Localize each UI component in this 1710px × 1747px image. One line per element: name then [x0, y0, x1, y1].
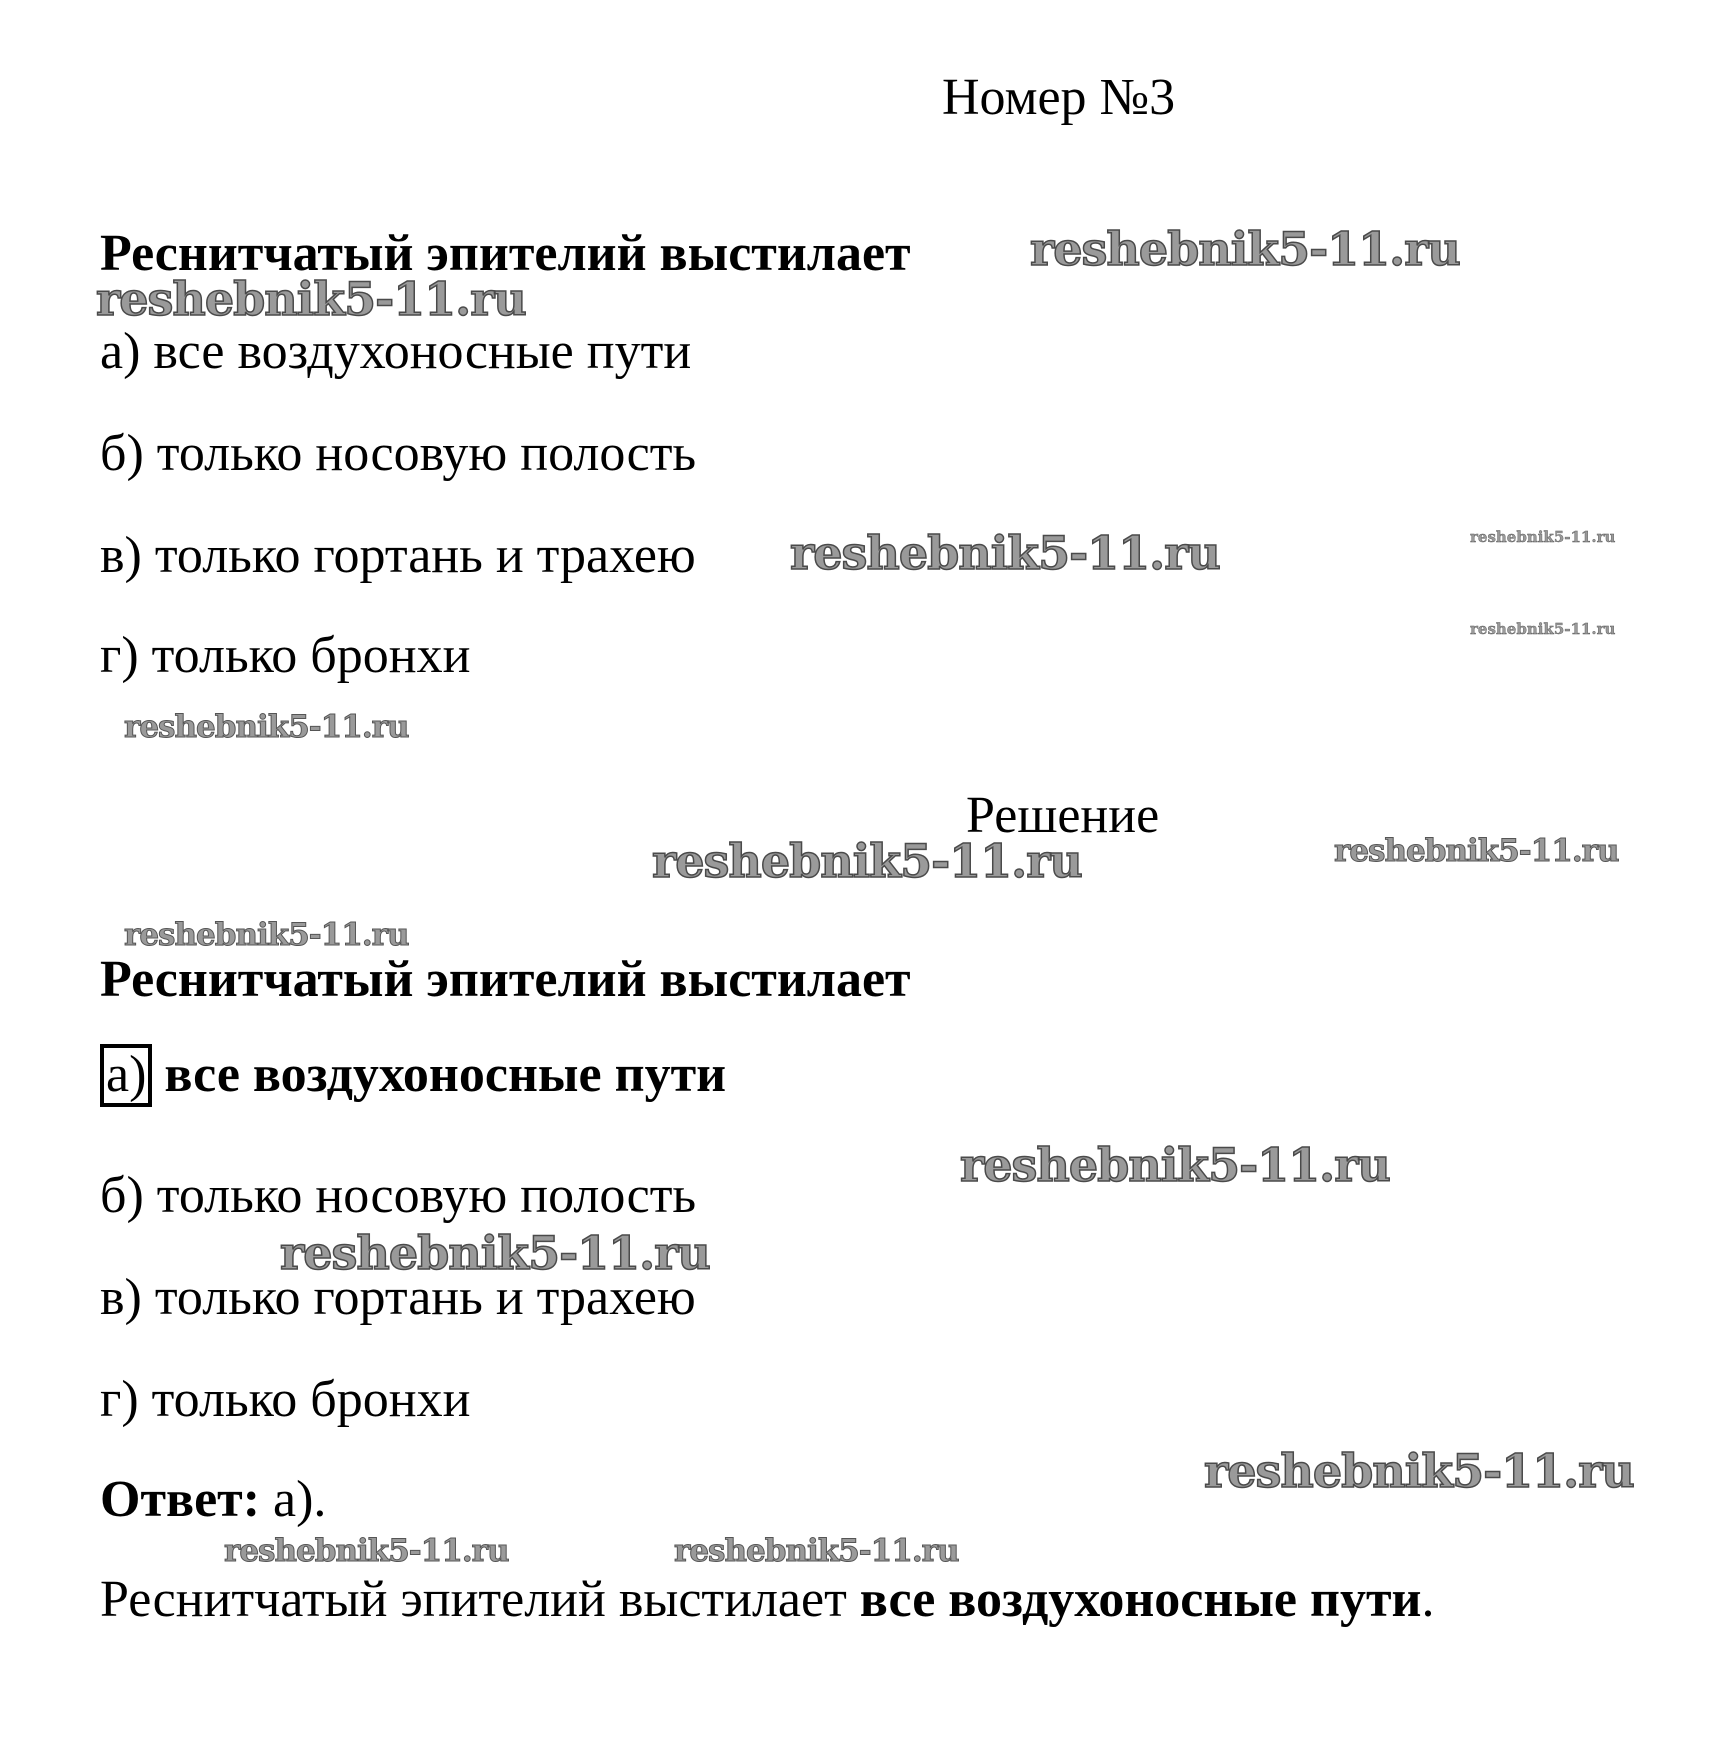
explanation-line	[100, 1571, 1435, 1628]
explanation-plain: Реснитчатый эпителий выстилает	[100, 1571, 847, 1628]
explanation-end: .	[1421, 1571, 1435, 1628]
watermark: reshebnik5-11.ru	[280, 1226, 710, 1280]
selected-answer-box: а)	[100, 1044, 152, 1107]
watermark: reshebnik5-11.ru	[1030, 222, 1460, 276]
watermark: reshebnik5-11.ru	[652, 834, 1082, 888]
answer-label: Ответ:	[100, 1471, 261, 1528]
watermark: reshebnik5-11.ru	[124, 917, 409, 953]
answer-line	[100, 1471, 327, 1528]
watermark: reshebnik5-11.ru	[1470, 528, 1616, 546]
selected-option-text: все воздухоносные пути	[164, 1046, 727, 1103]
watermark: reshebnik5-11.ru	[1204, 1444, 1634, 1498]
solution-title: Решение	[966, 787, 1160, 844]
watermark: reshebnik5-11.ru	[1470, 620, 1616, 638]
question-text: Реснитчатый эпителий выстилает	[100, 225, 911, 282]
solution-option-d: г) только бронхи	[100, 1371, 471, 1428]
question-option-d: г) только бронхи	[100, 627, 471, 684]
solution-option-b: б) только носовую полость	[100, 1167, 697, 1224]
watermark: reshebnik5-11.ru	[1334, 833, 1619, 869]
watermark: reshebnik5-11.ru	[124, 709, 409, 745]
watermark: reshebnik5-11.ru	[960, 1138, 1390, 1192]
question-option-c: в) только гортань и трахею	[100, 527, 696, 584]
page-title: Номер №3	[942, 69, 1176, 126]
watermark: reshebnik5-11.ru	[790, 526, 1220, 580]
question-option-a: а) все воздухоносные пути	[100, 323, 692, 380]
solution-option-c: в) только гортань и трахею	[100, 1269, 696, 1326]
question-option-b: б) только носовую полость	[100, 425, 697, 482]
watermark: reshebnik5-11.ru	[224, 1533, 509, 1569]
solution-selected-option	[100, 1044, 726, 1107]
answer-value: а).	[273, 1471, 327, 1528]
watermark: reshebnik5-11.ru	[96, 272, 526, 326]
watermark: reshebnik5-11.ru	[674, 1533, 959, 1569]
explanation-bold: все воздухоносные пути	[859, 1571, 1422, 1628]
solution-question-text: Реснитчатый эпителий выстилает	[100, 951, 911, 1008]
